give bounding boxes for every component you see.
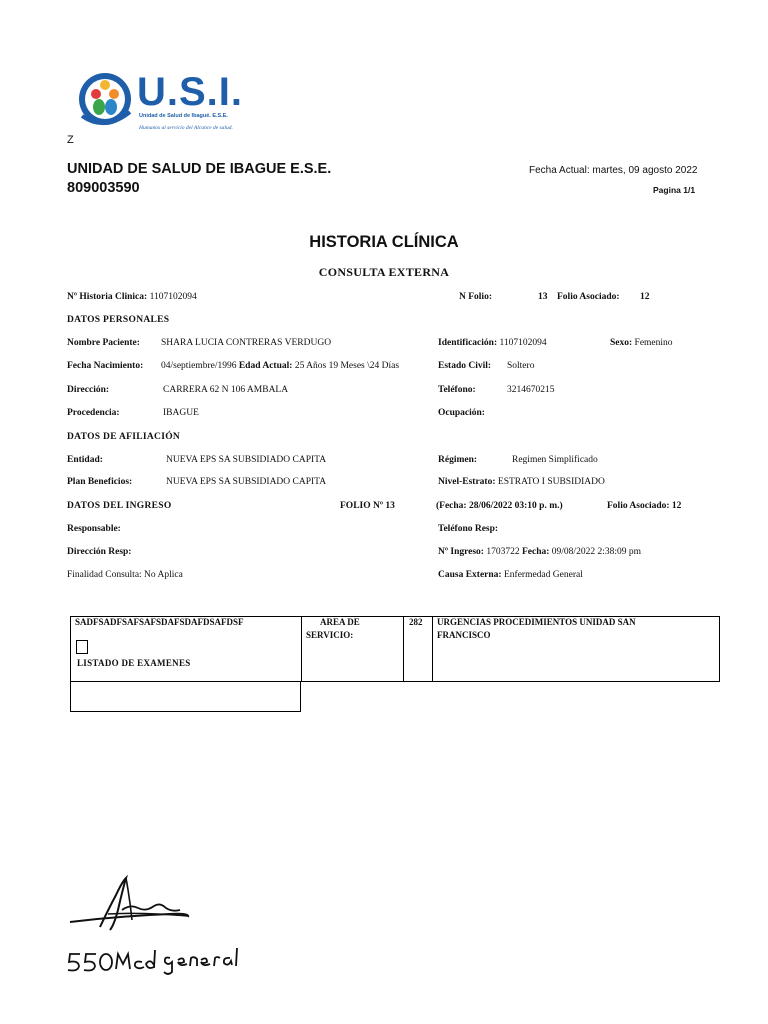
telefono-resp-label: Teléfono Resp: xyxy=(438,524,499,534)
area-name-line2: FRANCISCO xyxy=(437,630,491,640)
estado-civil-label: Estado Civil: xyxy=(438,361,492,371)
usi-logo-mark xyxy=(78,70,136,132)
pagina: Pagina 1/1 xyxy=(653,185,696,195)
handwritten-signature xyxy=(60,870,280,980)
direccion-label: Dirección: xyxy=(67,385,110,395)
folio-label: N Folio: xyxy=(459,292,492,302)
nivel-value: ESTRATO I SUBSIDIADO xyxy=(497,477,605,487)
area-name-line1: URGENCIAS PROCEDIMIENTOS UNIDAD SAN xyxy=(437,617,636,627)
exam-checkbox[interactable] xyxy=(76,640,88,654)
identificacion xyxy=(438,338,547,348)
nacimiento-edad xyxy=(161,361,399,371)
historia-clinica xyxy=(67,292,197,302)
table-divider xyxy=(403,617,404,681)
ingreso-folio-asociado: Folio Asociado: 12 xyxy=(607,501,682,511)
sexo-label: Sexo: xyxy=(610,338,633,348)
entidad-value: NUEVA EPS SA SUBSIDIADO CAPITA xyxy=(166,455,327,465)
telefono-label: Teléfono: xyxy=(438,385,476,395)
edad-label: Edad Actual: xyxy=(238,361,293,371)
estado-civil-value: Soltero xyxy=(507,361,535,371)
causa-externa-value: Enfermedad General xyxy=(503,570,583,580)
ingreso-folio: FOLIO Nº 13 xyxy=(340,501,395,511)
causa-externa xyxy=(438,570,583,580)
plan-value: NUEVA EPS SA SUBSIDIADO CAPITA xyxy=(166,477,327,487)
table-divider xyxy=(301,617,302,681)
sexo-value: Femenino xyxy=(634,338,673,348)
page-title: HISTORIA CLÍNICA xyxy=(309,233,459,251)
numero-ingreso-value: 1703722 xyxy=(486,547,520,557)
plan-label: Plan Beneficios: xyxy=(67,477,133,487)
nombre-value: SHARA LUCIA CONTRERAS VERDUGO xyxy=(161,338,332,348)
org-nit: 809003590 xyxy=(67,180,140,196)
direccion-resp-label: Dirección Resp: xyxy=(67,547,132,557)
org-name: UNIDAD DE SALUD DE IBAGUE E.S.E. xyxy=(67,161,332,177)
usi-logo-letters: U.S.I. xyxy=(137,70,244,114)
ingreso-fecha: (Fecha: 28/06/2022 03:10 p. m.) xyxy=(436,501,563,511)
nacimiento-label: Fecha Nacimiento: xyxy=(67,361,144,371)
section-datos-personales: DATOS PERSONALES xyxy=(67,315,170,325)
sexo xyxy=(610,338,673,348)
nombre-label: Nombre Paciente: xyxy=(67,338,140,348)
ingreso-fecha-value: 09/08/2022 2:38:09 pm xyxy=(551,547,641,557)
area-code: 282 xyxy=(409,617,423,627)
edad-value: 25 Años 19 Meses \24 Días xyxy=(294,361,400,371)
telefono-value: 3214670215 xyxy=(507,385,555,395)
exam-code: SADFSADFSAFSAFSDAFSDAFDSAFDSF xyxy=(75,617,244,627)
folio-asociado-value: 12 xyxy=(640,292,650,302)
nivel-label: Nivel-Estrato: xyxy=(438,477,496,487)
identificacion-label: Identificación: xyxy=(438,338,498,348)
nivel-estrato xyxy=(438,477,605,487)
usi-logo-tagline: Humanos al servicio del Alcance de salud. xyxy=(139,125,233,131)
listado-examenes: LISTADO DE EXAMENES xyxy=(77,658,191,668)
direccion-value: CARRERA 62 N 106 AMBALA xyxy=(163,385,289,395)
exam-list-cell xyxy=(70,681,301,712)
causa-externa-label: Causa Externa: xyxy=(438,570,502,580)
procedencia-label: Procedencia: xyxy=(67,408,120,418)
area-label-line2: SERVICIO: xyxy=(306,630,354,640)
regimen-value: Regimen Simplificado xyxy=(512,455,598,465)
historia-value: 1107102094 xyxy=(149,292,197,302)
ocupacion-label: Ocupación: xyxy=(438,408,485,418)
section-datos-ingreso: DATOS DEL INGRESO xyxy=(67,501,172,511)
section-datos-afiliacion: DATOS DE AFILIACIÓN xyxy=(67,432,181,442)
page-subtitle: CONSULTA EXTERNA xyxy=(318,265,450,279)
folio-asociado-label: Folio Asociado: xyxy=(557,292,620,302)
nacimiento-value: 04/septiembre/1996 xyxy=(161,361,237,371)
entidad-label: Entidad: xyxy=(67,455,103,465)
fecha-actual: Fecha Actual: martes, 09 agosto 2022 xyxy=(529,165,698,176)
historia-label: Nº Historia Clinica: xyxy=(67,292,148,302)
ingreso-fecha-label: Fecha: xyxy=(521,547,550,557)
finalidad-consulta: Finalidad Consulta: No Aplica xyxy=(67,570,183,580)
folio-value: 13 xyxy=(538,292,548,302)
identificacion-value: 1107102094 xyxy=(499,338,547,348)
numero-ingreso xyxy=(438,547,641,557)
usi-logo-subtitle: Unidad de Salud de Ibagué. E.S.E. xyxy=(139,113,228,119)
table-divider xyxy=(432,617,433,681)
area-label-line1: AREA DE xyxy=(320,617,360,627)
regimen-label: Régimen: xyxy=(438,455,478,465)
usi-logo xyxy=(78,70,248,136)
stray-mark: Z xyxy=(67,134,74,146)
procedencia-value: IBAGUE xyxy=(163,408,199,418)
responsable-label: Responsable: xyxy=(67,524,121,534)
numero-ingreso-label: Nº Ingreso: xyxy=(438,547,484,557)
